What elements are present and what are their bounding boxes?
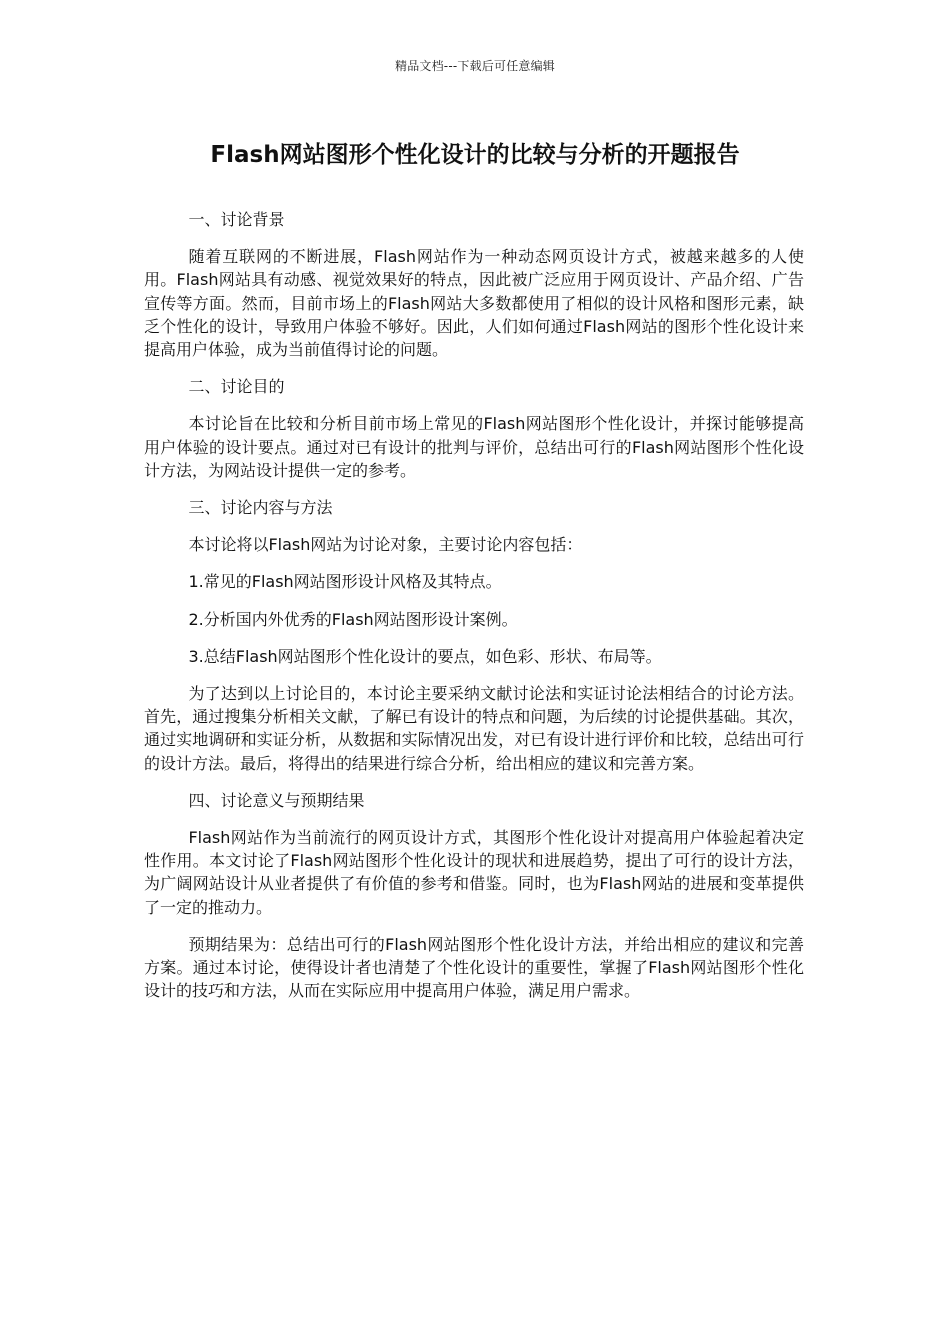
document-body <box>144 208 804 1016</box>
list-item-2: 2.分析国内外优秀的Flash网站图形设计案例。 <box>188 609 518 629</box>
header-watermark: 精品文档---下载后可任意编辑 <box>395 59 555 73</box>
section-heading-purpose: 二、讨论目的 <box>188 377 285 397</box>
list-item-1: 1.常见的Flash网站图形设计风格及其特点。 <box>188 572 502 592</box>
paragraph-content-intro: 本讨论将以Flash网站为讨论对象，主要讨论内容包括： <box>188 535 583 555</box>
paragraph-purpose: 本讨论旨在比较和分析目前市场上常见的Flash网站图形个性化设计，并探讨能够提高用户体验的设计要点。通过对已有设计的批判与评价，总结出可行的Flash网站图形个性化设计方法，为网站设计提供一定的参考。 <box>144 414 804 480</box>
list-item-3: 3.总结Flash网站图形个性化设计的要点，如色彩、形状、布局等。 <box>188 646 662 666</box>
paragraph-method: 为了达到以上讨论目的，本讨论主要采纳文献讨论法和实证讨论法相结合的讨论方法。首先，通过搜集分析相关文献，了解已有设计的特点和问题，为后续的讨论提供基础。其次，通过实地调研和实证分析，从数据和实际情况出发，对已有设计进行评价和比较，总结出可行的设计方法。最后，将得出的结果进行综合分析，给出相应的建议和完善方案。 <box>144 684 804 773</box>
document-title: Flash网站图形个性化设计的比较与分析的开题报告 <box>210 142 740 168</box>
paragraph-background: 随着互联网的不断进展，Flash网站作为一种动态网页设计方式，被越来越多的人使用。Flash网站具有动感、视觉效果好的特点，因此被广泛应用于网页设计、产品介绍、广告宣传等方面。然而，目前市场上的Flash网站大多数都使用了相似的设计风格和图形元素，缺乏个性化的设计，导致用户体验不够好。因此，人们如何通过Flash网站的图形个性化设计来提高用户体验，成为当前值得讨论的问题。 <box>144 247 804 360</box>
section-heading-significance: 四、讨论意义与预期结果 <box>188 790 365 810</box>
section-heading-background: 一、讨论背景 <box>188 210 285 229</box>
paragraph-expected-results: 预期结果为：总结出可行的Flash网站图形个性化设计方法，并给出相应的建议和完善方案。通过本讨论，使得设计者也清楚了个性化设计的重要性，掌握了Flash网站图形个性化设计的技巧和方法，从而在实际应用中提高用户体验，满足用户需求。 <box>144 934 804 1001</box>
section-heading-content-method: 三、讨论内容与方法 <box>188 498 333 518</box>
paragraph-significance: Flash网站作为当前流行的网页设计方式，其图形个性化设计对提高用户体验起着决定性作用。本文讨论了Flash网站图形个性化设计的现状和进展趋势，提出了可行的设计方法，为广阔网站设计从业者提供了有价值的参考和借鉴。同时，也为Flash网站的进展和变革提供了一定的推动力。 <box>144 828 804 917</box>
